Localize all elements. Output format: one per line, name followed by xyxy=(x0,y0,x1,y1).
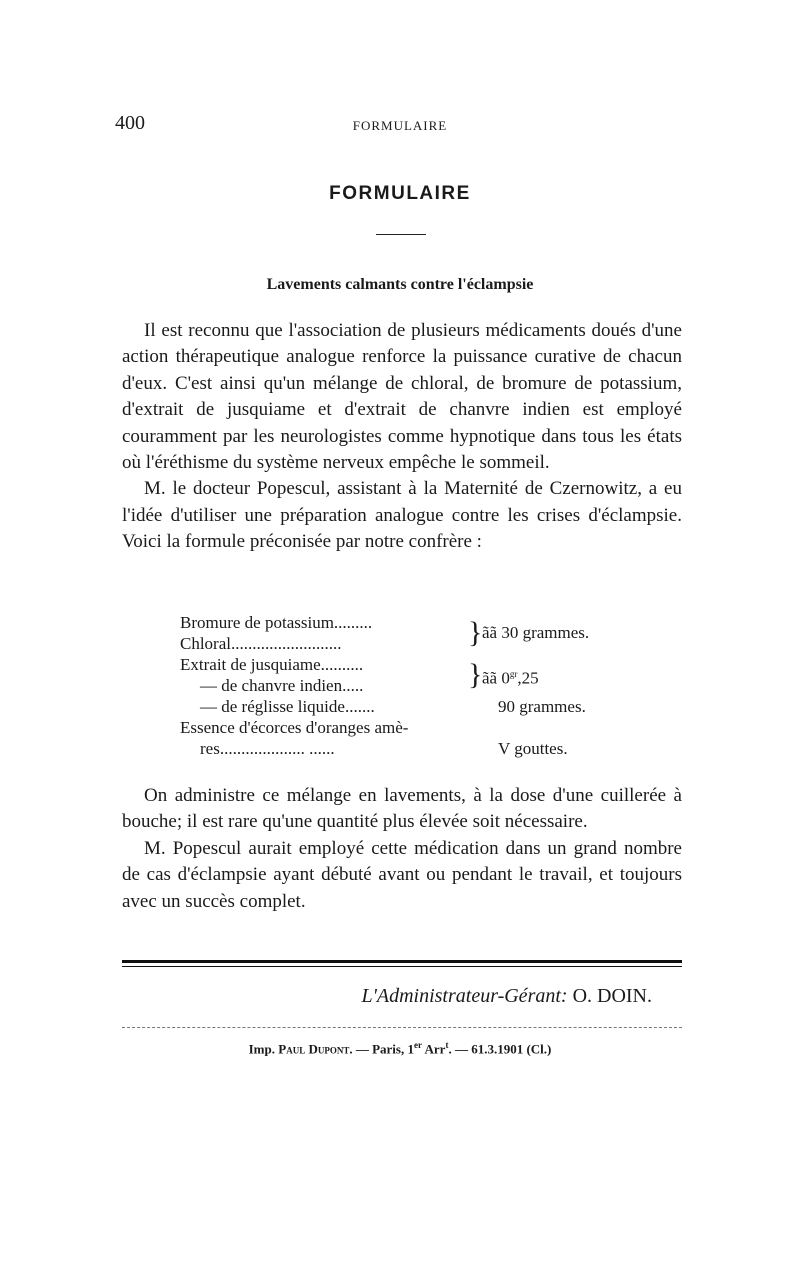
quantity-aa-025-suffix: ,25 xyxy=(517,668,539,688)
quantity-aa-025 xyxy=(482,664,539,689)
imprint-place: — Paris, 1 xyxy=(355,1041,414,1057)
double-rule-top xyxy=(122,960,682,963)
imprint-sup2: t xyxy=(445,1040,449,1050)
paragraph-2: M. le docteur Popescul, assistant à la Maternité de Czernowitz, a eu l'idée d'utiliser une préparation analogue contre les crises d'éclampsie. Voici la formule préconisée par notre confrère : xyxy=(122,478,682,553)
section-title: Lavements calmants contre l'éclampsie xyxy=(266,276,534,293)
title-rule xyxy=(376,234,426,235)
imprint-sup1: er xyxy=(413,1040,422,1050)
formula-row xyxy=(180,654,650,675)
quantity-reglisse: 90 grammes. xyxy=(498,697,586,716)
running-head: FORMULAIRE xyxy=(352,118,448,133)
ingredient-reglisse: — de réglisse liquide....... xyxy=(200,697,375,716)
brace-2: } xyxy=(468,658,483,691)
formula xyxy=(180,612,650,759)
formula-row xyxy=(180,717,650,738)
imprint-printer: Paul Dupont. xyxy=(278,1041,353,1057)
paragraph-1: Il est reconnu que l'association de plusieurs médicaments doués d'une action thérapeutique analogue renforce la puissance curative de chacun d'eux. C'est ainsi qu'un mélange de chloral, de bromure de potassium, d'extrait de jusquiame et d'extrait de chanvre indien est employé couramment par les neurologistes comme hypnotique dans tous les états où l'éréthisme du système nerveux empêche le sommeil. xyxy=(122,320,682,474)
quantity-aa-025-prefix: ãã 0 xyxy=(482,668,510,688)
ingredient-chloral: Chloral.......................... xyxy=(180,634,342,653)
imprint-rest: . — 61.3.1901 (Cl.) xyxy=(448,1041,552,1057)
ingredient-chanvre: — de chanvre indien..... xyxy=(200,676,364,695)
quantity-aa-30: ãã 30 grammes. xyxy=(482,623,590,642)
formula-row xyxy=(180,675,650,696)
paragraph-3: On administre ce mélange en lavements, à la dose d'une cuillerée à bouche; il est rare qu'une quantité plus élevée soit nécessaire. xyxy=(122,785,682,833)
imprint xyxy=(0,1040,800,1057)
ingredient-jusquiame: Extrait de jusquiame.......... xyxy=(180,655,364,674)
signature xyxy=(361,985,652,1008)
page-number: 400 xyxy=(115,112,145,134)
signature-role: L'Administrateur-Gérant: xyxy=(361,985,568,1007)
thin-rule xyxy=(122,1027,682,1028)
ingredient-essence: Essence d'écorces d'oranges amè- xyxy=(180,718,409,737)
ingredient-bromure: Bromure de potassium......... xyxy=(180,613,373,632)
brace-1: } xyxy=(468,616,483,649)
ingredient-essence-cont: res.................... ...... xyxy=(200,739,335,758)
quantity-aa-025-sup: gr xyxy=(509,669,518,679)
imprint-prefix: Imp. xyxy=(248,1041,275,1057)
main-title: FORMULAIRE xyxy=(329,183,471,204)
formula-row xyxy=(180,696,650,717)
quantity-essence: V gouttes. xyxy=(498,739,568,758)
signature-name: O. DOIN. xyxy=(572,985,652,1007)
formula-row xyxy=(180,738,650,759)
body-text-bottom xyxy=(122,783,682,915)
body-text-top xyxy=(122,318,682,556)
imprint-arr: Arr xyxy=(421,1041,446,1057)
double-rule-bottom xyxy=(122,966,682,967)
paragraph-4: M. Popescul aurait employé cette médication dans un grand nombre de cas d'éclampsie ayant débuté avant ou pendant le travail, et toujours avec un succès complet. xyxy=(122,837,682,912)
